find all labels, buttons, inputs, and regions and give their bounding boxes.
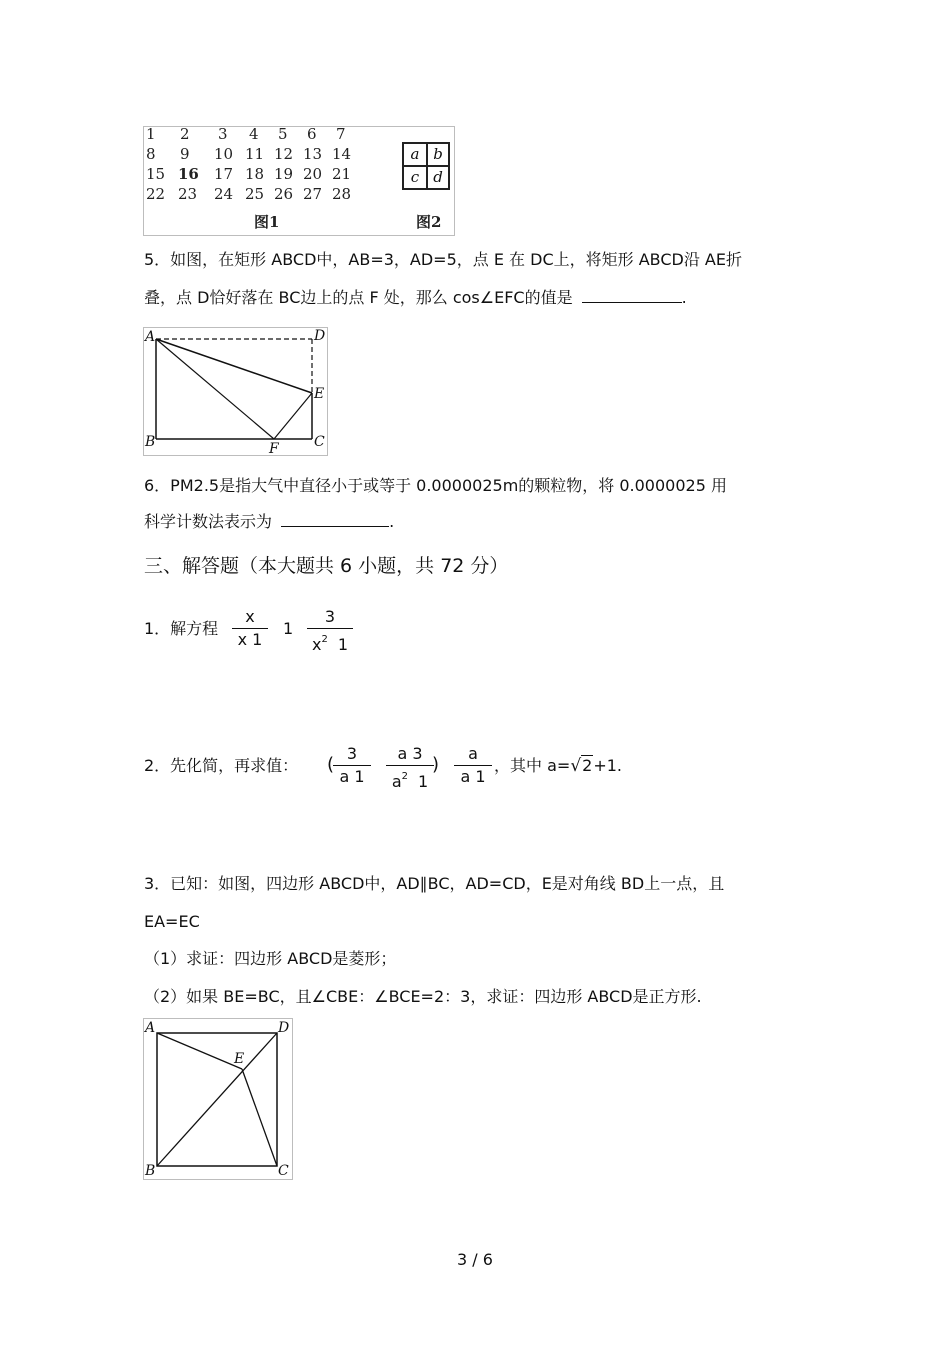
calendar-cell: 16	[178, 165, 199, 183]
p2-label: 2．先化简，再求值：	[144, 756, 299, 775]
page-number: 3 / 6	[457, 1250, 493, 1269]
denominator-rest: 1	[337, 635, 349, 654]
p1-middle-term: 1	[283, 619, 294, 638]
q5-line-2-text: 叠，点 D恰好落在 BC边上的点 F 处，那么 cos∠EFC的值是	[144, 288, 573, 307]
q6-line-2-text: 科学计数法表示为	[144, 512, 273, 531]
quadrilateral-figure	[143, 1018, 293, 1180]
p2-left-paren: (	[327, 754, 335, 775]
grid-letter-d: d	[433, 168, 443, 186]
point-label-d: D	[314, 328, 326, 344]
point-label-e: E	[314, 386, 325, 402]
p3-line-3: （1）求证：四边形 ABCD是菱形；	[144, 949, 397, 968]
p2-right-paren: )	[432, 754, 440, 775]
rectangle-fold-figure	[143, 327, 328, 456]
calendar-cell: 4	[249, 125, 259, 143]
fraction-numerator: x	[245, 607, 255, 626]
p1-label: 1．解方程	[144, 619, 219, 638]
grid-letter-c: c	[410, 168, 420, 186]
answer-blank	[281, 525, 389, 527]
section-3-title: 三、解答题（本大题共 6 小题，共 72 分）	[144, 555, 509, 577]
point-label-b: B	[145, 434, 156, 450]
calendar-cell: 24	[214, 185, 234, 203]
point-label-e: E	[234, 1051, 245, 1067]
p2-tail-suffix: +1.	[593, 756, 623, 775]
p2-fraction-1	[333, 743, 371, 788]
calendar-cell: 15	[146, 165, 166, 183]
fraction-denominator	[307, 629, 353, 654]
calendar-cell: 7	[336, 125, 346, 143]
grid-letter-b: b	[433, 145, 443, 163]
calendar-row-3	[146, 165, 356, 185]
sqrt-sign: √	[570, 756, 582, 776]
answer-blank	[582, 301, 682, 303]
p2-tail	[494, 756, 622, 776]
fraction-denominator: x 1	[237, 630, 263, 649]
point-label-d: D	[278, 1020, 290, 1036]
calendar-cell: 28	[332, 185, 352, 203]
point-label-a: A	[145, 329, 156, 345]
p3-line-4: （2）如果 BE=BC，且∠CBE：∠BCE=2：3，求证：四边形 ABCD是正方形.	[144, 987, 702, 1006]
calendar-row-4	[146, 185, 356, 205]
point-label-a: A	[145, 1020, 156, 1036]
calendar-cell: 25	[245, 185, 265, 203]
denominator-rest: 1	[418, 772, 429, 791]
fraction-numerator: 3	[346, 744, 358, 763]
calendar-cell: 23	[178, 185, 198, 203]
calendar-row-2	[146, 145, 356, 165]
point-label-c: C	[278, 1163, 289, 1179]
fraction-numerator: 3	[324, 607, 336, 626]
figure-2-grid	[402, 142, 450, 190]
calendar-cell: 13	[303, 145, 323, 163]
figure-2-caption: 图2	[416, 213, 442, 231]
sqrt-radicand: 2	[582, 756, 593, 775]
calendar-cell: 19	[274, 165, 294, 183]
denominator-base: a	[391, 772, 402, 791]
calendar-cell: 5	[278, 125, 288, 143]
calendar-cell: 2	[180, 125, 190, 143]
calendar-cell: 27	[303, 185, 323, 203]
calendar-cell: 10	[214, 145, 234, 163]
point-label-b: B	[145, 1163, 156, 1179]
grid-letter-a: a	[410, 145, 420, 163]
q5-line-1: 5．如图，在矩形 ABCD中，AB=3，AD=5，点 E 在 DC上，将矩形 ABCD沿 AE折	[144, 250, 742, 269]
calendar-cell: 1	[146, 125, 156, 143]
calendar-cell: 20	[303, 165, 323, 183]
figure-1-caption: 图1	[254, 213, 280, 231]
q6-line-2-end: .	[389, 512, 395, 531]
calendar-cell: 18	[245, 165, 265, 183]
point-label-f: F	[269, 441, 279, 455]
calendar-cell: 12	[274, 145, 294, 163]
calendar-cell: 11	[245, 145, 265, 163]
denominator-exponent: 2	[321, 634, 328, 645]
calendar-row-1	[146, 125, 356, 145]
p1-fraction-1	[232, 606, 268, 651]
p2-fraction-3	[454, 743, 492, 788]
point-label-c: C	[314, 434, 325, 450]
calendar-cell: 22	[146, 185, 166, 203]
calendar-grid	[146, 125, 356, 205]
fraction-denominator	[386, 766, 434, 791]
fraction-numerator: a	[468, 744, 478, 763]
p1-fraction-2	[307, 606, 353, 654]
q6-line-1: 6．PM2.5是指大气中直径小于或等于 0.0000025m的颗粒物，将 0.0000025 用	[144, 476, 727, 495]
calendar-cell: 3	[218, 125, 228, 143]
q6-line-2	[144, 512, 394, 532]
calendar-figure	[143, 126, 455, 236]
calendar-cell: 9	[180, 145, 190, 163]
fraction-numerator: a 3	[397, 744, 423, 763]
p3-line-2: EA=EC	[144, 912, 200, 931]
calendar-cell: 14	[332, 145, 352, 163]
p2-tail-prefix: ，其中 a=	[494, 756, 571, 775]
p2-fraction-2	[386, 743, 434, 791]
fraction-denominator: a 1	[339, 767, 365, 786]
q5-line-2	[144, 288, 687, 308]
calendar-cell: 26	[274, 185, 294, 203]
calendar-cell: 21	[332, 165, 352, 183]
fraction-denominator: a 1	[460, 767, 486, 786]
calendar-cell: 6	[307, 125, 317, 143]
calendar-cell: 8	[146, 145, 156, 163]
rectangle-fold-diagram	[144, 328, 327, 455]
denominator-base: x	[311, 635, 322, 654]
q5-line-2-end: .	[681, 288, 687, 307]
quadrilateral-diagram	[144, 1019, 292, 1179]
p3-line-1: 3．已知：如图，四边形 ABCD中，AD∥BC，AD=CD，E是对角线 BD上一点，且	[144, 874, 725, 893]
calendar-cell: 17	[214, 165, 234, 183]
denominator-exponent: 2	[401, 771, 408, 782]
